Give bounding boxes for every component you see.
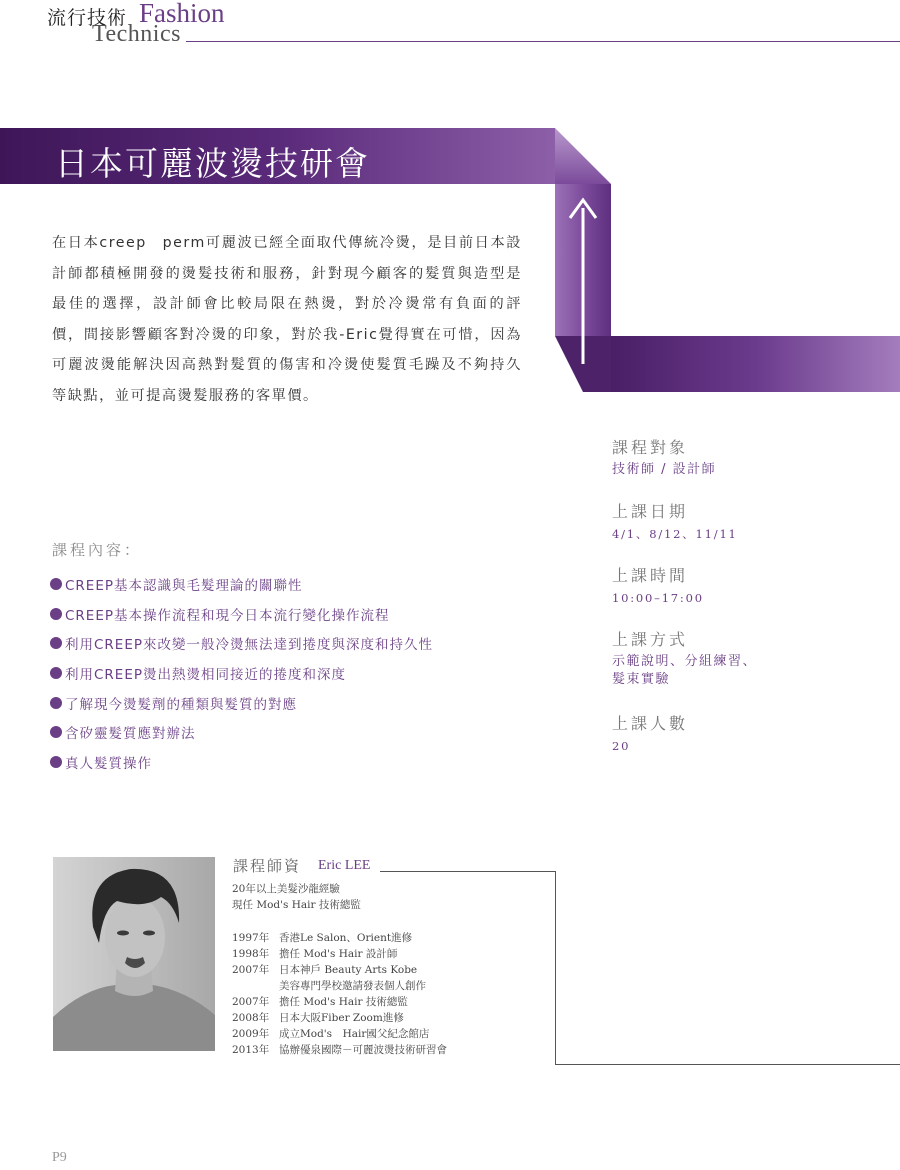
instructor-frame-vertical bbox=[555, 871, 556, 1065]
career-row: 2009年 成立Mod's Hair國父紀念館店 bbox=[232, 1028, 430, 1041]
info-time bbox=[612, 566, 812, 607]
method-value-line1: 示範說明、分組練習、 bbox=[612, 654, 758, 669]
info-target bbox=[612, 438, 812, 479]
section-label-zh: 流行技術 bbox=[47, 7, 128, 29]
target-value: 技術師 / 設計師 bbox=[612, 462, 717, 477]
method-label: 上課方式 bbox=[612, 630, 689, 649]
career-row: 美容專門學校邀請發表個人創作 bbox=[279, 979, 426, 992]
info-dates bbox=[612, 502, 812, 543]
career-row: 2007年 日本神戶 Beauty Arts Kobe bbox=[232, 963, 418, 976]
info-method bbox=[612, 630, 812, 689]
time-value: 10:00–17:00 bbox=[612, 591, 704, 605]
bullet-icon bbox=[50, 578, 62, 590]
list-item: 利用CREEP來改變一般冷燙無法達到捲度與深度和持久性 bbox=[50, 628, 433, 658]
bullet-icon bbox=[50, 637, 62, 649]
page-number: P9 bbox=[52, 1150, 67, 1165]
bullet-icon bbox=[50, 756, 62, 768]
instructor-summary bbox=[232, 881, 361, 913]
header-rule bbox=[186, 41, 900, 42]
career-row: 2013年 協辦優泉國際－可麗波燙技術研習會 bbox=[232, 1044, 447, 1057]
intro-paragraph: 在日本creep perm可麗波已經全面取代傳統冷燙，是目前日本設計師都積極開發的燙髮技術和服務，針對現今顧客的髮質與造型是最佳的選擇，設計師會比較局限在熱燙，對於冷燙常有負面的評價，間接影響顧客對冷燙的印象，對於我-Eric覺得實在可惜，因為可麗波燙能解決因高熱對髮質的傷害和冷燙使髮質毛躁及不夠持久等缺點，並可提高燙髮服務的客單價。 bbox=[52, 235, 522, 404]
career-row: 2007年 擔任 Mod's Hair 技術總監 bbox=[232, 995, 408, 1008]
article-title: 日本可麗波燙技研會 bbox=[55, 144, 370, 183]
list-item: CREEP基本操作流程和現今日本流行變化操作流程 bbox=[50, 599, 433, 629]
section-label-en-technics: Technics bbox=[92, 21, 181, 47]
dates-value: 4/1、8/12、11/11 bbox=[612, 527, 738, 541]
size-label: 上課人數 bbox=[612, 714, 689, 733]
summary-line: 20年以上美髮沙龍經驗 bbox=[232, 883, 340, 895]
bullet-icon bbox=[50, 697, 62, 709]
dates-label: 上課日期 bbox=[612, 502, 689, 521]
list-item: 利用CREEP燙出熱燙相同接近的捲度和深度 bbox=[50, 658, 433, 688]
section-label-en-fashion: Fashion bbox=[139, 0, 225, 28]
list-item: 真人髮質操作 bbox=[50, 747, 433, 777]
bullet-icon bbox=[50, 726, 62, 738]
summary-line: 現任 Mod's Hair 技術總監 bbox=[232, 899, 361, 911]
list-item: 了解現今燙髮劑的種類與髮質的對應 bbox=[50, 688, 433, 718]
career-row: 1998年 擔任 Mod's Hair 設計師 bbox=[232, 947, 398, 960]
instructor-name: Eric LEE bbox=[318, 858, 371, 873]
bullet-icon bbox=[50, 608, 62, 620]
bullet-icon bbox=[50, 667, 62, 679]
target-label: 課程對象 bbox=[612, 438, 689, 457]
career-list bbox=[232, 929, 447, 1058]
content-heading: 課程內容： bbox=[52, 541, 143, 559]
content-list bbox=[50, 569, 433, 777]
instructor-heading: 課程師資 bbox=[233, 857, 302, 875]
list-item: CREEP基本認識與毛髮理論的關聯性 bbox=[50, 569, 433, 599]
info-size bbox=[612, 714, 812, 755]
list-item: 含矽靈髮質應對辦法 bbox=[50, 717, 433, 747]
instructor-frame-bottom bbox=[555, 1064, 900, 1065]
size-value: 20 bbox=[612, 739, 631, 753]
instructor-rule bbox=[380, 871, 556, 872]
instructor-photo bbox=[53, 857, 215, 1051]
career-row: 2008年 日本大阪Fiber Zoom進修 bbox=[232, 1012, 404, 1025]
career-row: 1997年 香港Le Salon、Orient進修 bbox=[232, 931, 413, 944]
time-label: 上課時間 bbox=[612, 566, 689, 585]
method-value-line2: 髮束實驗 bbox=[612, 672, 671, 687]
